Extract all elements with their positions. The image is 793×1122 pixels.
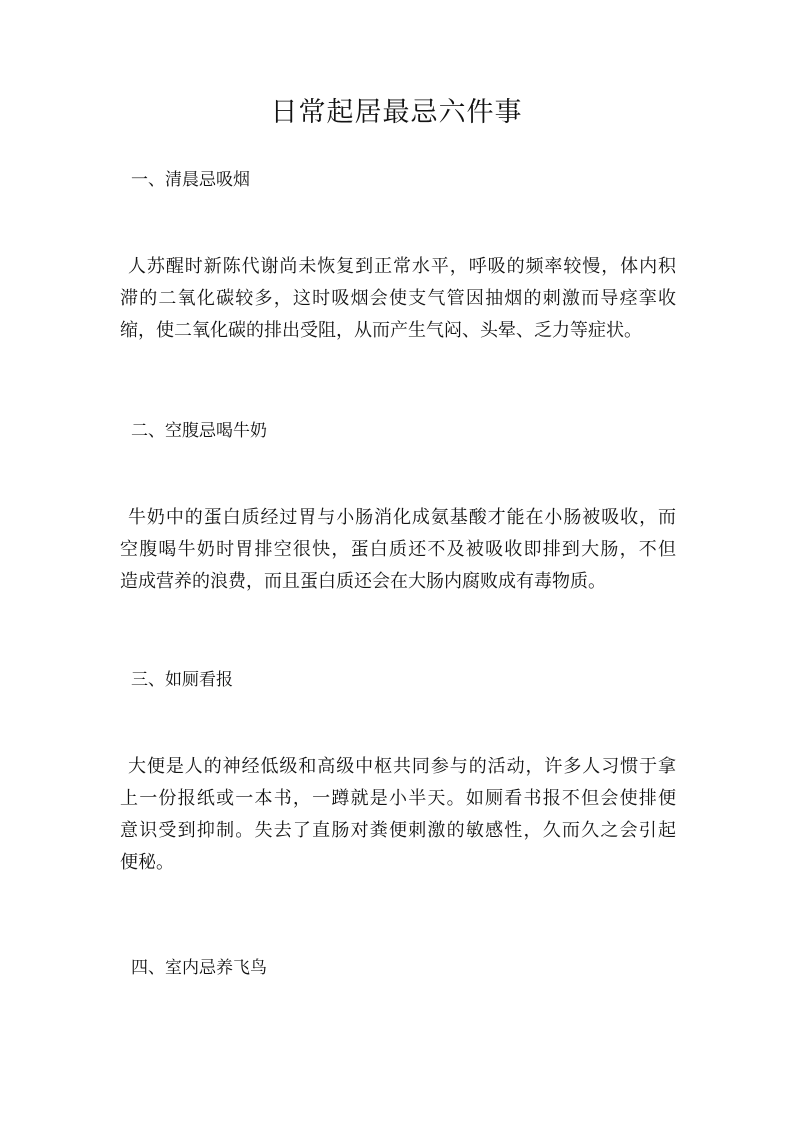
paragraph-line: 空腹喝牛奶时胃排空很快，蛋白质还不及被吸收即排到大肠，不但 xyxy=(120,539,676,560)
section-paragraph-1 xyxy=(120,251,676,347)
paragraph-line: 牛奶中的蛋白质经过胃与小肠消化成氨基酸才能在小肠被吸收，而 xyxy=(128,507,676,528)
paragraph-line: 滞的二氧化碳较多，这时吸烟会使支气管因抽烟的刺激而导痉挛收 xyxy=(120,288,676,309)
section-paragraph-2 xyxy=(120,502,676,598)
paragraph-line: 大便是人的神经低级和高级中枢共同参与的活动，许多人习惯于拿 xyxy=(128,756,676,777)
section-heading-4: 四、室内忌养飞鸟 xyxy=(131,958,267,978)
section-paragraph-3 xyxy=(120,751,676,879)
section-heading-2: 二、空腹忌喝牛奶 xyxy=(131,421,267,441)
paragraph-line: 便秘。 xyxy=(120,852,174,873)
document-title: 日常起居最忌六件事 xyxy=(270,97,523,128)
paragraph-line: 人苏醒时新陈代谢尚未恢复到正常水平，呼吸的频率较慢，体内积 xyxy=(128,256,676,277)
paragraph-line: 上一份报纸或一本书，一蹲就是小半天。如厕看书报不但会使排便 xyxy=(120,788,676,809)
section-heading-1: 一、清晨忌吸烟 xyxy=(131,170,250,190)
section-heading-3: 三、如厕看报 xyxy=(131,670,233,690)
paragraph-line: 意识受到抑制。失去了直肠对粪便刺激的敏感性，久而久之会引起 xyxy=(120,820,676,841)
paragraph-line: 缩，使二氧化碳的排出受阻，从而产生气闷、头晕、乏力等症状。 xyxy=(120,320,642,341)
paragraph-line: 造成营养的浪费，而且蛋白质还会在大肠内腐败成有毒物质。 xyxy=(120,571,606,592)
